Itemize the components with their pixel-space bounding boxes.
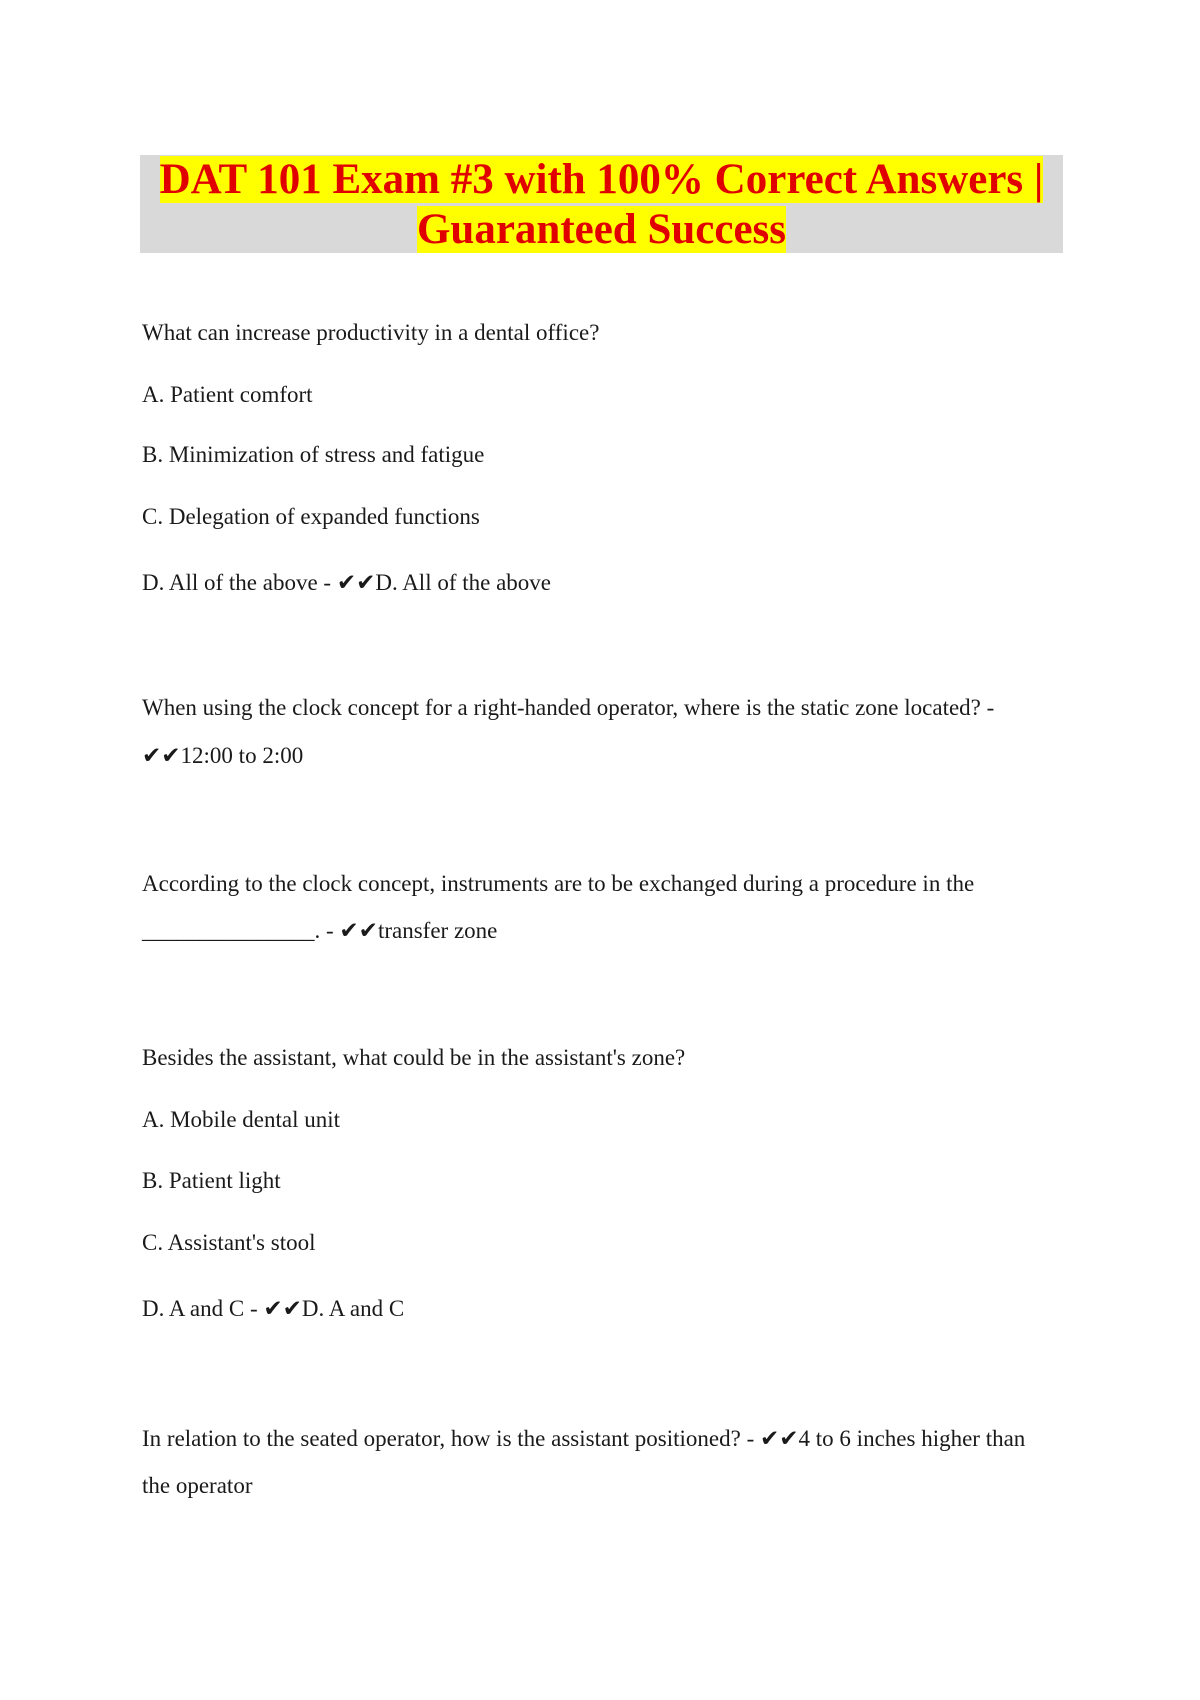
title-line-1: DAT 101 Exam #3 with 100% Correct Answers | xyxy=(159,156,1044,203)
title-line-2: Guaranteed Success xyxy=(416,206,787,253)
question-3-answer: _______________. - ✔✔transfer zone xyxy=(142,918,498,943)
question-2-answer: ✔✔12:00 to 2:00 xyxy=(142,743,304,768)
question-4-option-c: C. Assistant's stool xyxy=(142,1230,316,1255)
question-1-option-d-answer: D. All of the above - ✔✔D. All of the above xyxy=(142,570,552,595)
question-3-line-1: According to the clock concept, instruments are to be exchanged during a procedure in the xyxy=(142,871,975,896)
question-2-line-1: When using the clock concept for a right-handed operator, where is the static zone located? - xyxy=(142,695,995,720)
title-banner xyxy=(140,155,1063,253)
question-4-option-a: A. Mobile dental unit xyxy=(142,1107,341,1132)
question-4-option-b: B. Patient light xyxy=(142,1168,281,1193)
question-1-option-c: C. Delegation of expanded functions xyxy=(142,504,480,529)
question-1-option-a: A. Patient comfort xyxy=(142,382,313,407)
question-1-option-b: B. Minimization of stress and fatigue xyxy=(142,442,485,467)
question-5-answer: the operator xyxy=(142,1473,253,1498)
question-1-text: What can increase productivity in a dental office? xyxy=(142,320,600,345)
question-4-text: Besides the assistant, what could be in the assistant's zone? xyxy=(142,1045,686,1070)
question-4-option-d-answer: D. A and C - ✔✔D. A and C xyxy=(142,1296,405,1321)
question-5-line-1: In relation to the seated operator, how is the assistant positioned? - ✔✔4 to 6 inches higher than xyxy=(142,1426,1026,1451)
